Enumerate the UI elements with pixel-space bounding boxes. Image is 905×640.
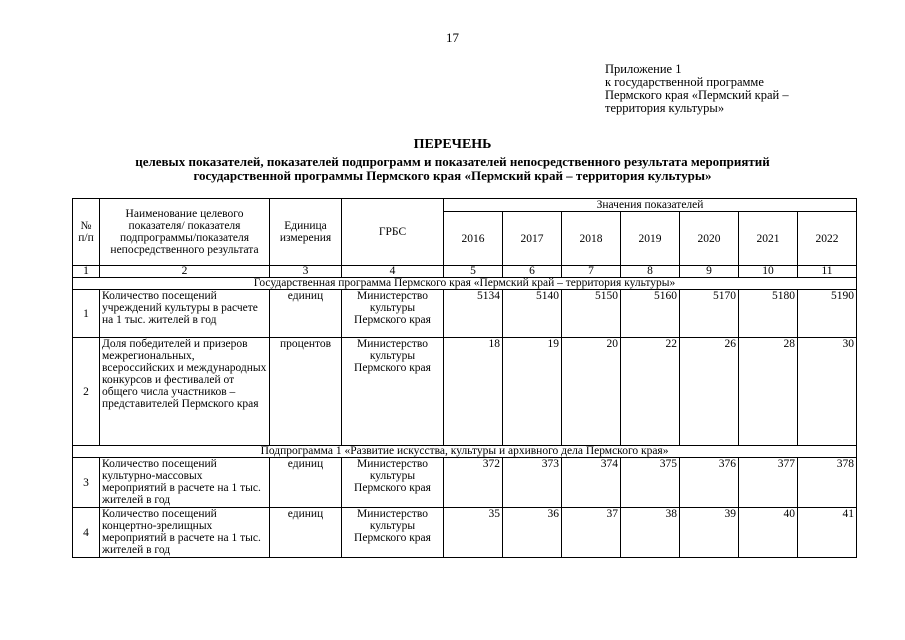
header-grbs: ГРБС bbox=[342, 199, 444, 266]
row-unit: единиц bbox=[270, 508, 342, 558]
header-year: 2021 bbox=[739, 212, 798, 266]
column-number: 7 bbox=[562, 266, 621, 278]
section-title: Подпрограмма 1 «Развитие искусства, культуры и архивного дела Пермского края» bbox=[73, 446, 857, 458]
column-number: 10 bbox=[739, 266, 798, 278]
header-year: 2020 bbox=[680, 212, 739, 266]
header-year: 2018 bbox=[562, 212, 621, 266]
row-value: 19 bbox=[503, 338, 562, 446]
appendix-note bbox=[605, 63, 789, 115]
row-value: 22 bbox=[621, 338, 680, 446]
row-num: 1 bbox=[73, 290, 100, 338]
header-values: Значения показателей bbox=[444, 199, 857, 212]
row-value: 374 bbox=[562, 458, 621, 508]
row-value: 36 bbox=[503, 508, 562, 558]
column-number: 3 bbox=[270, 266, 342, 278]
row-grbs: Министерство культуры Пермского края bbox=[342, 458, 444, 508]
column-number: 5 bbox=[444, 266, 503, 278]
row-value: 5180 bbox=[739, 290, 798, 338]
indicators-table bbox=[72, 198, 857, 558]
row-value: 375 bbox=[621, 458, 680, 508]
row-unit: единиц bbox=[270, 290, 342, 338]
row-num: 3 bbox=[73, 458, 100, 508]
row-value: 26 bbox=[680, 338, 739, 446]
row-value: 41 bbox=[798, 508, 857, 558]
row-value: 5150 bbox=[562, 290, 621, 338]
row-name: Количество посещений концертно-зрелищных мероприятий в расчете на 1 тыс. жителей в год bbox=[100, 508, 270, 558]
row-value: 5190 bbox=[798, 290, 857, 338]
column-number: 8 bbox=[621, 266, 680, 278]
table-row bbox=[73, 290, 857, 338]
header-num: № п/п bbox=[73, 199, 100, 266]
table-row bbox=[73, 338, 857, 446]
row-name: Количество посещений культурно-массовых мероприятий в расчете на 1 тыс. жителей в год bbox=[100, 458, 270, 508]
row-value: 39 bbox=[680, 508, 739, 558]
row-name: Количество посещений учреждений культуры в расчете на 1 тыс. жителей в год bbox=[100, 290, 270, 338]
row-value: 38 bbox=[621, 508, 680, 558]
page-number: 17 bbox=[446, 30, 459, 45]
row-value: 5170 bbox=[680, 290, 739, 338]
section-row bbox=[73, 446, 857, 458]
section-title: Государственная программа Пермского края «Пермский край – территория культуры» bbox=[73, 278, 857, 290]
row-value: 378 bbox=[798, 458, 857, 508]
appendix-line: Приложение 1 bbox=[605, 62, 682, 76]
subtitle-line: государственной программы Пермского края «Пермский край – территория культуры» bbox=[193, 168, 712, 183]
row-grbs: Министерство культуры Пермского края bbox=[342, 508, 444, 558]
row-value: 373 bbox=[503, 458, 562, 508]
column-number: 6 bbox=[503, 266, 562, 278]
column-number-row bbox=[73, 266, 857, 278]
header-year: 2019 bbox=[621, 212, 680, 266]
row-grbs: Министерство культуры Пермского края bbox=[342, 338, 444, 446]
row-value: 377 bbox=[739, 458, 798, 508]
header-year: 2017 bbox=[503, 212, 562, 266]
row-value: 20 bbox=[562, 338, 621, 446]
row-name: Доля победителей и призеров межрегиональных, всероссийских и международных конкурсов и фестивалей от общего числа участников – представителей Пермского края bbox=[100, 338, 270, 446]
row-unit: единиц bbox=[270, 458, 342, 508]
row-value: 40 bbox=[739, 508, 798, 558]
table-row bbox=[73, 458, 857, 508]
appendix-line: к государственной программе bbox=[605, 75, 764, 89]
row-value: 5160 bbox=[621, 290, 680, 338]
appendix-line: Пермского края «Пермский край – bbox=[605, 88, 789, 102]
row-value: 18 bbox=[444, 338, 503, 446]
document-subtitle bbox=[0, 155, 905, 183]
appendix-line: территория культуры» bbox=[605, 101, 725, 115]
row-value: 35 bbox=[444, 508, 503, 558]
subtitle-line: целевых показателей, показателей подпрограмм и показателей непосредственного результата мероприятий bbox=[135, 154, 770, 169]
header-name: Наименование целевого показателя/ показателя подпрограммы/показателя непосредственного результата bbox=[100, 199, 270, 266]
column-number: 4 bbox=[342, 266, 444, 278]
header-unit: Единица измерения bbox=[270, 199, 342, 266]
column-number: 11 bbox=[798, 266, 857, 278]
column-number: 2 bbox=[100, 266, 270, 278]
header-year: 2022 bbox=[798, 212, 857, 266]
row-unit: процентов bbox=[270, 338, 342, 446]
row-num: 2 bbox=[73, 338, 100, 446]
header-year: 2016 bbox=[444, 212, 503, 266]
section-row bbox=[73, 278, 857, 290]
row-value: 5134 bbox=[444, 290, 503, 338]
row-value: 30 bbox=[798, 338, 857, 446]
row-value: 372 bbox=[444, 458, 503, 508]
row-value: 28 bbox=[739, 338, 798, 446]
row-value: 5140 bbox=[503, 290, 562, 338]
row-value: 37 bbox=[562, 508, 621, 558]
row-grbs: Министерство культуры Пермского края bbox=[342, 290, 444, 338]
table-row bbox=[73, 508, 857, 558]
document-title: ПЕРЕЧЕНЬ bbox=[413, 137, 492, 152]
column-number: 9 bbox=[680, 266, 739, 278]
column-number: 1 bbox=[73, 266, 100, 278]
row-num: 4 bbox=[73, 508, 100, 558]
row-value: 376 bbox=[680, 458, 739, 508]
